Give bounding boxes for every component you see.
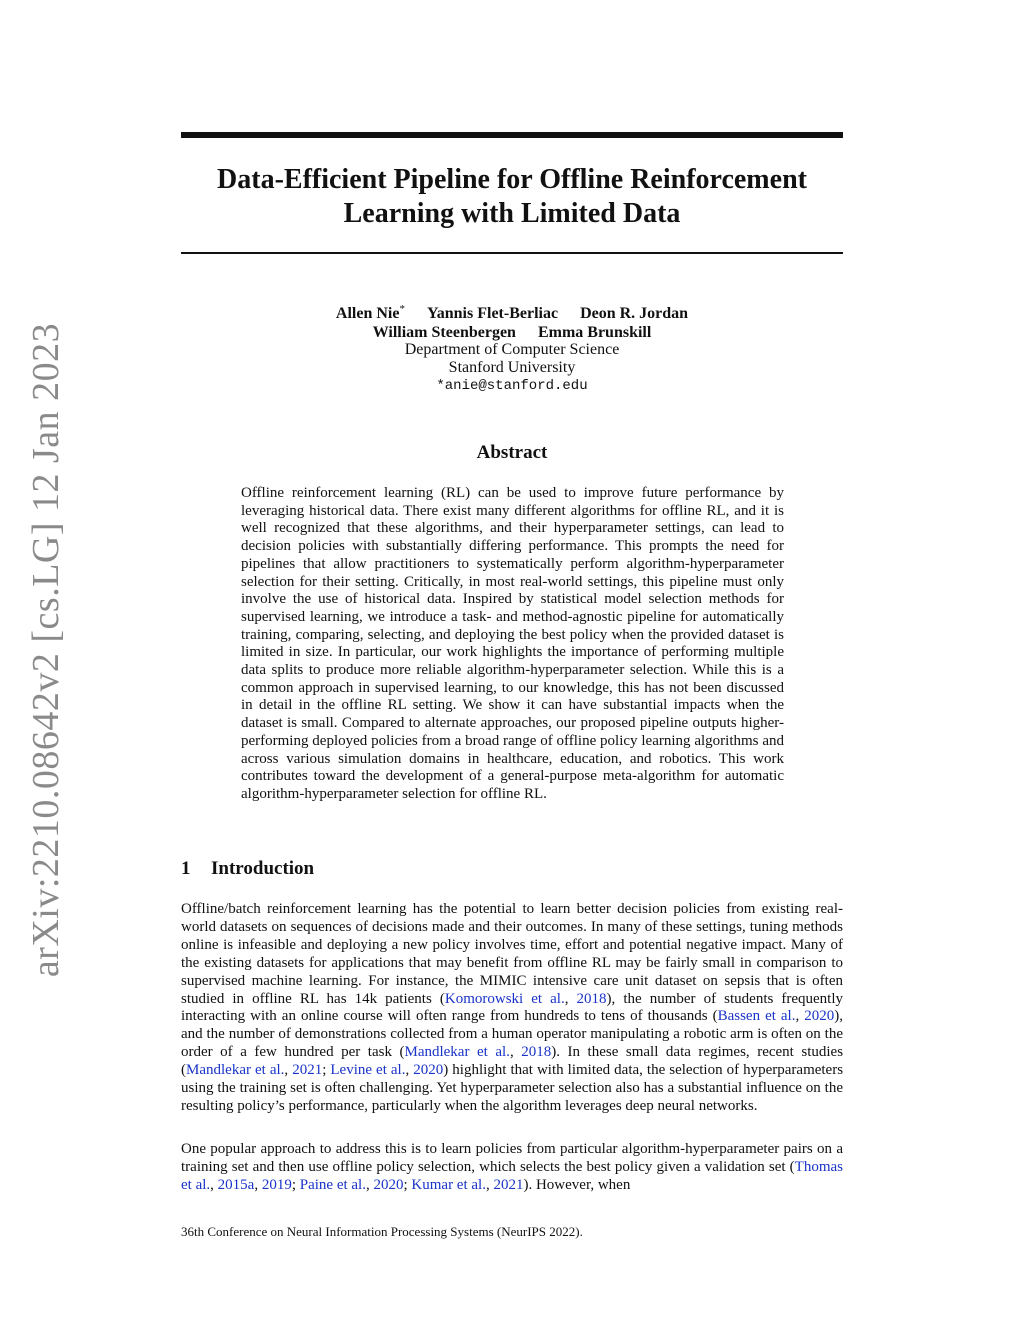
citation-link[interactable]: 2021 — [493, 1176, 524, 1193]
author-row-1 — [181, 300, 843, 323]
paragraph-text: , — [284, 1062, 293, 1079]
citation-link[interactable]: 2020 — [413, 1062, 444, 1079]
paragraph-text: Offline/batch reinforcement learning has the potential to learn better decision policies from existing real-world datasets on sequences of decisions made and their outcomes. In many of these settings, tuning methods online is infeasible and deploying a new policy involves time, effort and potential negative impact. Many of the existing datasets for applications that may benefit from offline RL may be fairly small in comparison to supervised machine learning. For instance, the MIMIC intensive care unit dataset on sepsis that is often studied in offline RL has 14k patients ( — [181, 901, 843, 1007]
title-line-2: Learning with Limited Data — [343, 198, 681, 229]
paragraph-text: , — [365, 1176, 374, 1193]
paragraph-text: ). However, when — [523, 1176, 631, 1193]
citation-link[interactable]: 2021 — [292, 1062, 323, 1079]
citation-link[interactable]: 2019 — [261, 1176, 292, 1193]
paragraph-text: , — [564, 990, 577, 1007]
citation-link[interactable]: Paine et al. — [299, 1176, 366, 1193]
abstract-text: Offline reinforcement learning (RL) can be used to improve future performance by leveraging historical data. There exist many different algorithms for offline RL, and it is well recognized that these algorithms, and their hyperparameter settings, can lead to decision policies with substantially differing performance. This prompts the need for pipelines that allow practitioners to systematically perform algorithm-hyperparameter selection for their setting. Critically, in most real-world settings, this pipeline must only involve the use of historical data. Inspired by statistical model selection methods for supervised learning, we introduce a task- and method-agnostic pipeline for automatically training, comparing, selecting, and deploying the best policy when the provided dataset is limited in size. In particular, our work highlights the importance of performing multiple data splits to produce more reliable algorithm-hyperparameter selection. While this is a common approach in supervised learning, to our knowledge, this has not been discussed in detail in the offline RL setting. We show it can have substantial impacts when the dataset is small. Compared to alternate approaches, our proposed pipeline outputs higher-performing deployed policies from a broad range of offline policy learning algorithms and across various simulation domains in healthcare, education, and robotics. This work contributes toward the development of a general-purpose meta-algorithm for automatic algorithm-hyperparameter selection for offline RL. — [241, 485, 784, 802]
paper-title — [181, 163, 843, 231]
author: Emma Brunskill — [537, 324, 652, 342]
title-rule-bottom — [181, 252, 843, 254]
department: Department of Computer Science — [404, 341, 620, 358]
paragraph-text: ). In these small data regimes, recent studies ( — [181, 1044, 844, 1079]
author: William Steenbergen — [372, 324, 516, 342]
paragraph-text: ), the number of students frequently interacting with an online course will often range from hundreds to tens of thousands ( — [181, 990, 844, 1025]
citation-link[interactable]: Bassen et al. — [717, 1008, 796, 1025]
citation-link[interactable]: 2018 — [576, 990, 607, 1007]
citation-link[interactable]: 2018 — [521, 1044, 552, 1061]
paragraph-text: One popular approach to address this is to learn policies from particular algorithm-hyperparameter pairs on a training set and then use offline policy selection, which selects the best policy given a validation set ( — [181, 1141, 843, 1175]
title-rule-top — [181, 132, 843, 138]
paragraph-text: ; — [291, 1176, 300, 1193]
intro-paragraph-1 — [181, 901, 843, 1116]
section-title: Introduction — [211, 858, 315, 879]
paragraph-text: ; — [403, 1176, 412, 1193]
citation-link[interactable]: Mandlekar et al. — [186, 1062, 285, 1079]
author — [336, 300, 405, 323]
conference-footer: 36th Conference on Neural Information Processing Systems (NeurIPS 2022). — [181, 1224, 583, 1239]
author-block — [181, 300, 843, 342]
paragraph-text: ) highlight that with limited data, the selection of hyperparameters using the training set is often challenging. Yet hyperparameter selection also has a substantial influence on the resulting policy’s performance, particularly when the algorithm leverages deep neural networks. — [181, 1062, 844, 1114]
citation-link[interactable]: 2015a — [217, 1176, 255, 1193]
affiliation — [181, 341, 843, 395]
citation-link[interactable]: Komorowski et al. — [444, 990, 565, 1007]
author: Yannis Flet-Berliac — [426, 305, 559, 323]
citation-link[interactable]: Levine et al. — [330, 1062, 406, 1079]
paragraph-text: , — [210, 1176, 218, 1193]
university: Stanford University — [448, 359, 576, 376]
paragraph-text: ), and the number of demonstrations collected from a human operator manipulating a robotic arm is often on the order of a few hundred per task ( — [181, 1008, 843, 1061]
citation-link[interactable]: Mandlekar et al. — [404, 1044, 510, 1061]
citation-link[interactable]: 2020 — [373, 1176, 404, 1193]
paragraph-text: , — [405, 1062, 414, 1079]
intro-paragraph-2 — [181, 1141, 843, 1195]
section-heading — [181, 858, 314, 880]
paragraph-text: , — [795, 1008, 805, 1025]
citation-link[interactable]: Kumar et al. — [411, 1176, 486, 1193]
author: Deon R. Jordan — [580, 305, 689, 323]
author-row-2 — [181, 323, 843, 342]
section-number: 1 — [181, 858, 191, 879]
abstract-heading: Abstract — [476, 442, 548, 463]
title-line-1: Data-Efficient Pipeline for Offline Reinforcement — [217, 164, 807, 195]
citation-link[interactable]: Thomas et al. — [181, 1158, 843, 1193]
arxiv-stamp-text: arXiv:2210.08642v2 [cs.LG] 12 Jan 2023 — [25, 322, 67, 978]
paragraph-text: , — [509, 1044, 522, 1061]
paragraph-text: ; — [322, 1062, 331, 1079]
paragraph-text: , — [254, 1176, 262, 1193]
email-link[interactable]: *anie@stanford.edu — [436, 378, 588, 394]
paragraph-text: , — [485, 1176, 494, 1193]
citation-link[interactable]: 2020 — [804, 1008, 835, 1025]
author-name: Allen Nie — [335, 305, 400, 323]
author-footnote-mark: * — [399, 303, 405, 315]
